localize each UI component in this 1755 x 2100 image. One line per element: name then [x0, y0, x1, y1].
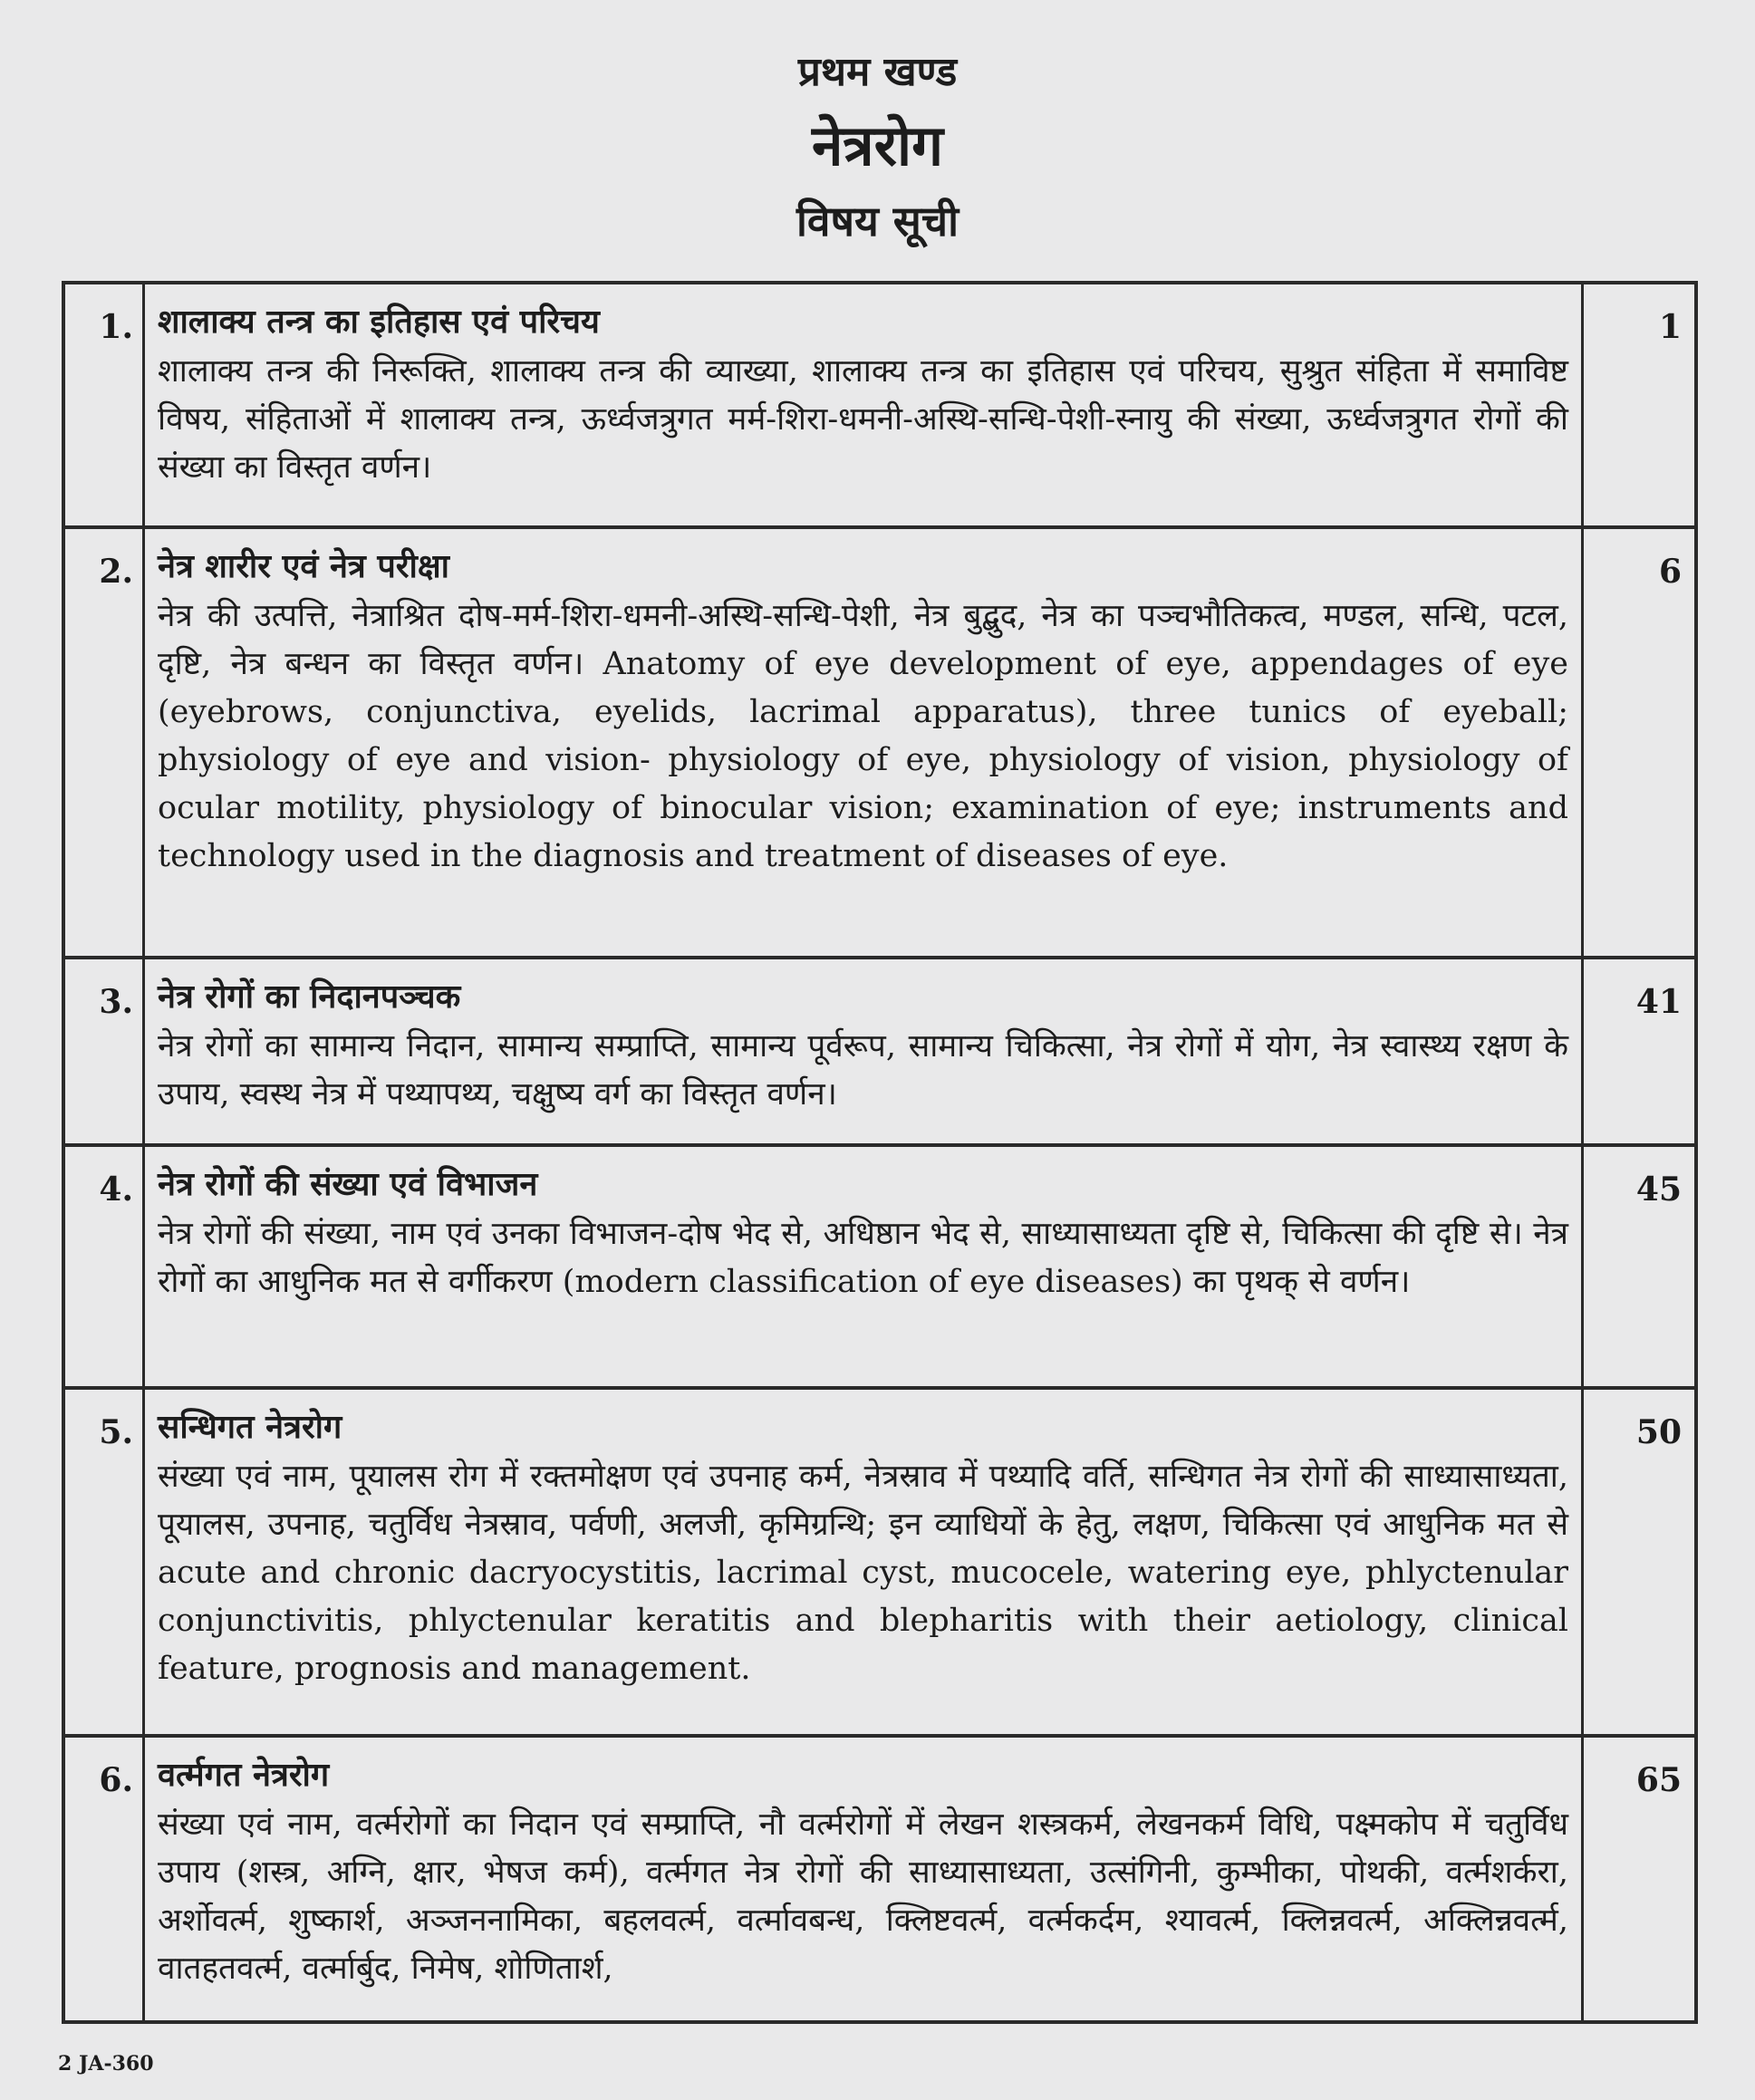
- chapter-body: [145, 959, 1584, 1143]
- page-number: 45: [1635, 1170, 1682, 1209]
- chapter-number: 6.: [65, 1738, 145, 2020]
- toc-row: [65, 1147, 1694, 1390]
- chapter-title: नेत्र शारीर एवं नेत्र परीक्षा: [158, 548, 449, 585]
- toc-row: [65, 284, 1694, 529]
- toc-row: [65, 1738, 1694, 2020]
- chapter-description: नेत्र रोगों का सामान्य निदान, सामान्य सम्प्राप्ति, सामान्य पूर्वरूप, सामान्य चिकित्सा, नेत्र रोगों में योग, नेत्र स्वास्थ्य रक्षण के उपाय, स्वस्थ नेत्र में पथ्यापथ्य, चक्षुष्य वर्ग का विस्तृत वर्णन।: [158, 1028, 1568, 1113]
- chapter-title: नेत्र रोगों का निदानपञ्चक: [158, 978, 461, 1016]
- toc-row: [65, 529, 1694, 959]
- chapter-body: [145, 529, 1584, 956]
- chapter-description: संख्या एवं नाम, पूयालस रोग में रक्तमोक्षण एवं उपनाह कर्म, नेत्रस्राव में पथ्यादि वर्ति, सन्धिगत नेत्र रोगों की साध्यासाध्यता, पूयालस, उपनाह, चतुर्विध नेत्रस्राव, पर्वणी, अलजी, कृमिग्रन्थि; इन व्याधियों के हेतु, लक्षण, चिकित्सा एवं आधुनिक मत से acute and chronic dacryocystitis, lacrimal cyst, mucocele, watering eye, phlyctenular conjunctivitis, phlyctenular keratitis and blepharitis with their aetiology, clinical feature, prognosis and management.: [158, 1459, 1568, 1687]
- toc-row: [65, 959, 1694, 1147]
- toc-table: [62, 281, 1698, 2024]
- chapter-description: शालाक्य तन्त्र की निरूक्ति, शालाक्य तन्त्र की व्याख्या, शालाक्य तन्त्र का इतिहास एवं परिचय, सुश्रुत संहिता में समाविष्ट विषय, संहिताओं में शालाक्य तन्त्र, ऊर्ध्वजत्रुगत मर्म-शिरा-धमनी-अस्थि-सन्धि-पेशी-स्नायु की संख्या, ऊर्ध्वजत्रुगत रोगों की संख्या का विस्तृत वर्णन।: [158, 353, 1568, 486]
- chapter-number: 5.: [65, 1390, 145, 1734]
- chapter-body: [145, 1738, 1584, 2020]
- toc-row: [65, 1390, 1694, 1738]
- page-number: 65: [1635, 1761, 1682, 1799]
- chapter-description: नेत्र रोगों की संख्या, नाम एवं उनका विभाजन-दोष भेद से, अधिष्ठान भेद से, साध्यासाध्यता दृष्टि से, चिकित्सा की दृष्टि से। नेत्र रोगों का आधुनिक मत से वर्गीकरण (modern classification of eye diseases) का पृथक् से वर्णन।: [158, 1216, 1568, 1300]
- footer-code: 2 JA-360: [58, 2052, 154, 2076]
- chapter-title: नेत्र रोगों की संख्या एवं विभाजन: [158, 1166, 538, 1203]
- page-number: 50: [1635, 1413, 1682, 1451]
- chapter-description: नेत्र की उत्पत्ति, नेत्राश्रित दोष-मर्म-शिरा-धमनी-अस्थि-सन्धि-पेशी, नेत्र बुद्बुद, नेत्र का पञ्चभौतिकत्व, मण्डल, सन्धि, पटल, दृष्टि, नेत्र बन्धन का विस्तृत वर्णन। Anatomy of eye development of eye, appendages of eye (eyebrows, conjunctiva, eyelids, lacrimal apparatus), three tunics of eyeball; physiology of eye and vision- physiology of eye, physiology of vision, physiology of ocular motility, physiology of binocular vision; examination of eye; instruments and technology used in the diagnosis and treatment of diseases of eye.: [158, 598, 1568, 874]
- page-number: 6: [1658, 553, 1682, 591]
- section-title: नेत्ररोग: [812, 112, 943, 178]
- chapter-number: 3.: [65, 959, 145, 1143]
- chapter-description: संख्या एवं नाम, वर्त्मरोगों का निदान एवं सम्प्राप्ति, नौ वर्त्मरोगों में लेखन शस्त्रकर्म, लेखनकर्म विधि, पक्ष्मकोप में चतुर्विध उपाय (शस्त्र, अग्नि, क्षार, भेषज कर्म), वर्त्मगत नेत्र रोगों की साध्यासाध्यता, उत्संगिनी, कुम्भीका, पोथकी, वर्त्मशर्करा, अर्शोवर्त्म, शुष्कार्श, अञ्जननामिका, बहलवर्त्म, वर्त्मावबन्ध, क्लिष्टवर्त्म, वर्त्मकर्दम, श्यावर्त्म, क्लिन्नवर्त्म, अक्लिन्नवर्त्म, वातहतवर्त्म, वर्त्मार्बुद, निमेष, शोणितार्श,: [158, 1806, 1568, 1987]
- page-number: 41: [1635, 983, 1682, 1021]
- chapter-number: 2.: [65, 529, 145, 956]
- chapter-number: 1.: [65, 284, 145, 525]
- chapter-body: [145, 284, 1584, 525]
- page-heading: [0, 45, 1755, 250]
- chapter-number: 4.: [65, 1147, 145, 1386]
- chapter-title: सन्धिगत नेत्ररोग: [158, 1409, 342, 1446]
- chapter-body: [145, 1390, 1584, 1734]
- chapter-title: शालाक्य तन्त्र का इतिहास एवं परिचय: [158, 303, 600, 341]
- toc-title: विषय सूची: [796, 197, 959, 246]
- chapter-body: [145, 1147, 1584, 1386]
- part-label: प्रथम खण्ड: [797, 49, 958, 95]
- chapter-title: वर्त्मगत नेत्ररोग: [158, 1757, 330, 1794]
- page-number: 1: [1658, 308, 1682, 346]
